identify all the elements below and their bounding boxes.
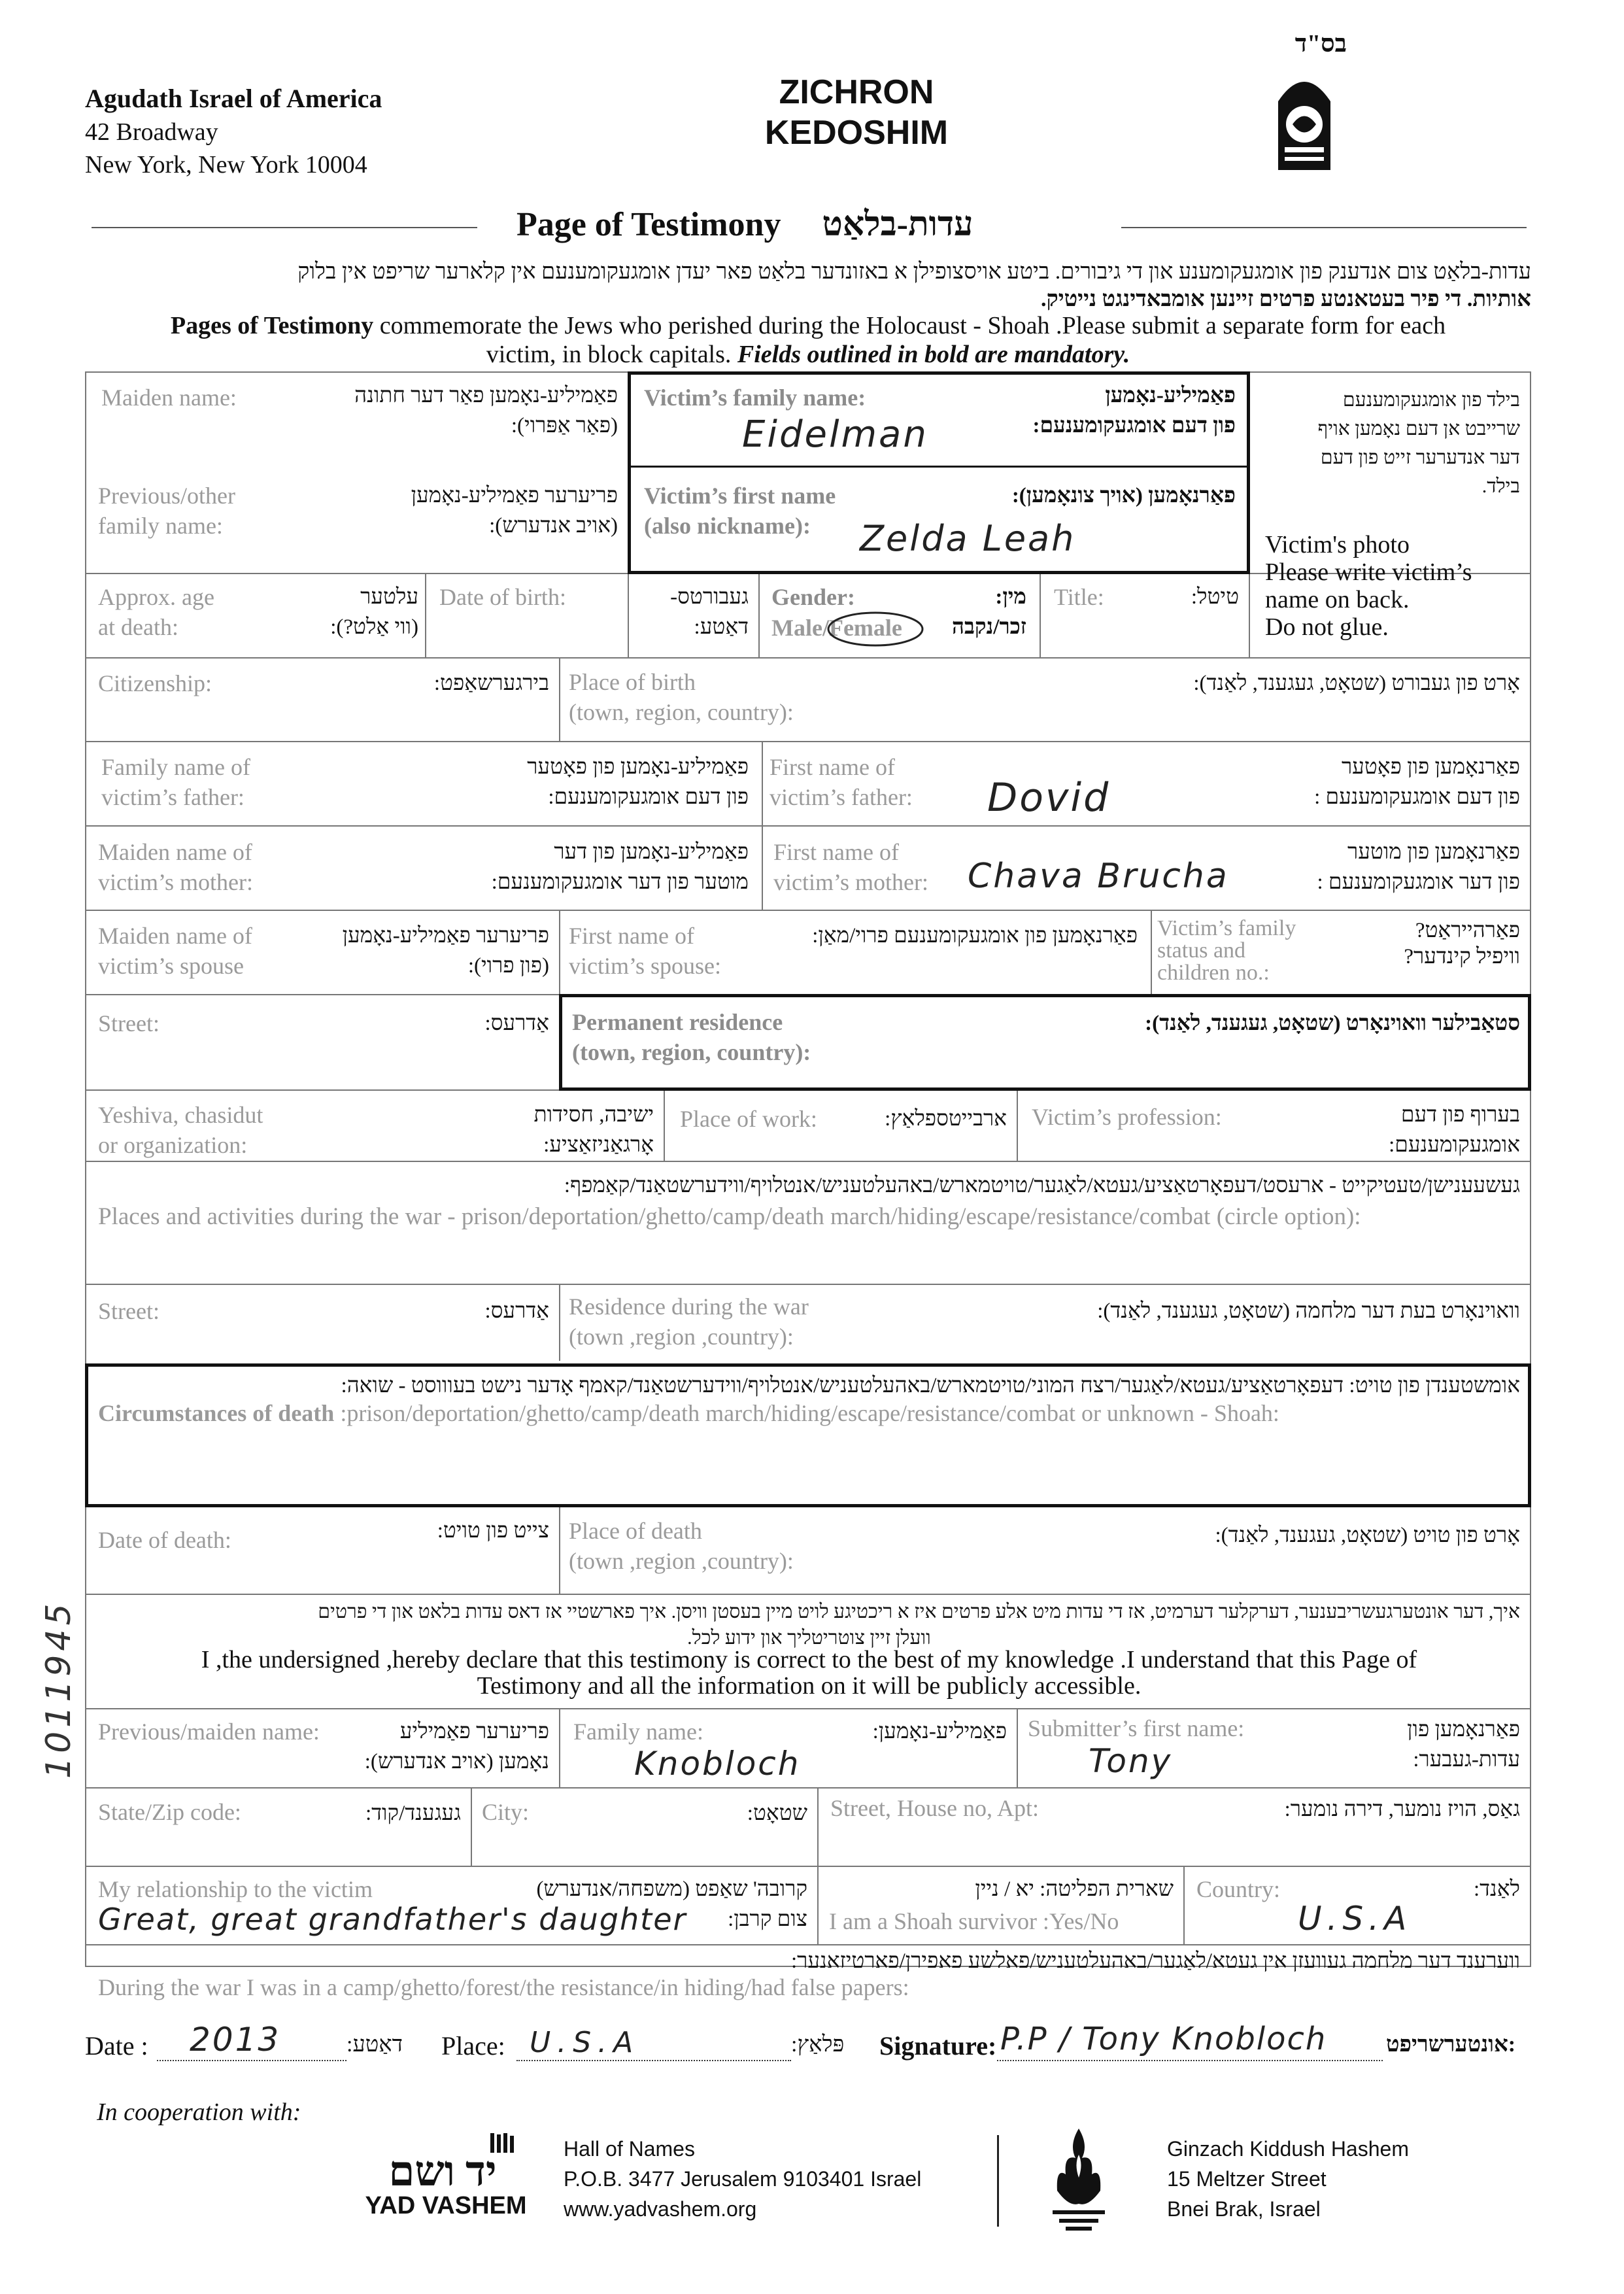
signature-value[interactable]: P.P / Tony Knobloch (1000, 2021, 1327, 2057)
spouse-maiden-name-label (98, 921, 252, 981)
org-name: Agudath Israel of America (85, 84, 382, 113)
cooperation-caption: In cooperation with: (97, 2098, 301, 2126)
col-rule (1017, 1089, 1018, 1161)
gender-label: Gender: (771, 584, 855, 610)
previous-family-name-yiddish (327, 481, 618, 541)
victim-first-name-value[interactable]: Zelda Leah (860, 518, 1076, 559)
row-rule (85, 1708, 1531, 1709)
city-label: City: (482, 1799, 530, 1825)
yad-vashem-line3[interactable]: www.yadvashem.org (564, 2197, 757, 2221)
col-rule (559, 1505, 560, 1594)
relationship-value[interactable]: Great, great grandfather's daughter (98, 1902, 687, 1937)
row-rule (85, 1284, 1531, 1285)
pob-label-line1: Place of birth (569, 669, 696, 695)
yeshiva-yiddish (458, 1100, 654, 1160)
intro-english (85, 311, 1531, 369)
org-address-line2: New York, New York 10004 (85, 151, 367, 179)
ginzach-line3: Bnei Brak, Israel (1167, 2197, 1321, 2221)
death-circumstances-bold: Circumstances of death (98, 1400, 335, 1426)
col-rule (1017, 1708, 1018, 1787)
spouse-maiden-yiddish-line2: (פון פרוי): (467, 954, 549, 978)
place-underline (516, 2060, 791, 2061)
victim-family-yiddish-line2: פון דעם אומגעקומענעם: (1032, 414, 1236, 437)
yeshiva-label-line1: Yeshiva, chasidut (98, 1102, 263, 1128)
age-label-line2: at death: (98, 614, 178, 640)
photo-instructions-english (1265, 531, 1472, 641)
place-of-birth-yiddish: אָרט פון געבורט (שטאָט, געגענד, לאַנד): (1193, 672, 1520, 695)
victim-family-name-yiddish (948, 381, 1236, 441)
yad-vashem-contact (564, 2134, 921, 2224)
victim-first-name-label (644, 481, 836, 541)
col-rule (559, 1708, 560, 1787)
submitter-previous-name-label: Previous/maiden name: (98, 1719, 320, 1745)
age-label-line1: Approx. age (98, 584, 214, 610)
date-of-death-label: Date of death: (98, 1527, 231, 1553)
place-caption: Place: (441, 2031, 505, 2061)
org-address-line1: 42 Broadway (85, 118, 218, 146)
photo-yiddish-line4: בילד. (1481, 475, 1520, 497)
project-title-line2: KEDOSHIM (764, 114, 949, 152)
profession-yiddish-line1: בערוף פון דעם (1400, 1103, 1520, 1127)
col-rule (1040, 573, 1041, 657)
mother-maiden-label-line2: victim’s mother: (98, 869, 253, 895)
submitter-previous-yiddish-line1: פריערער פאַמיליע (399, 1720, 549, 1743)
mandatory-box-divider (628, 466, 1250, 468)
row-rule (85, 1594, 1531, 1595)
war-res-label-line2: (town ,region ,country): (569, 1324, 794, 1350)
declaration-yiddish (98, 1599, 1520, 1651)
form-title-english: Page of Testimony (516, 206, 781, 243)
victim-first-label-line1: Victim’s first name (644, 483, 836, 509)
mother-first-name-label (773, 837, 928, 897)
gender-yiddish-line2: זכר/נקבה (952, 615, 1026, 639)
permanent-residence-yiddish: סטאַבילער וואוינאָרט (שטאָט, געגענד, לאַנד): (1145, 1012, 1520, 1035)
col-rule (817, 1787, 819, 1866)
project-title (686, 72, 1026, 153)
col-rule (817, 1866, 819, 1944)
spouse-first-name-label (569, 921, 721, 981)
previous-family-name-label (98, 481, 235, 541)
photo-english-line4: Do not glue. (1265, 613, 1389, 641)
age-yiddish-line1: עלטער (360, 585, 418, 609)
ginzach-line2: 15 Meltzer Street (1167, 2167, 1327, 2191)
submitter-first-yiddish-line1: פאַרנאָמען פון (1407, 1718, 1520, 1741)
gender-yiddish (915, 582, 1026, 642)
maiden-name-label: Maiden name: (101, 385, 237, 411)
place-value[interactable]: U.S.A (530, 2026, 640, 2059)
date-of-death-yiddish: צייט פון טויט: (437, 1519, 549, 1543)
submitter-family-name-yiddish: פאַמיליע-נאָמען: (872, 1720, 1007, 1743)
father-first-name-value[interactable]: Dovid (987, 775, 1111, 821)
col-rule (471, 1787, 472, 1866)
col-rule (425, 573, 426, 657)
photo-yiddish-line2: שרייבט אן דעם נאָמען אויף (1317, 418, 1520, 439)
col-rule (664, 1089, 665, 1161)
yeshiva-yiddish-line1: ישיבה, חסידות (533, 1103, 654, 1127)
pod-label-line2: (town ,region ,country): (569, 1548, 794, 1574)
father-first-name-label (770, 752, 913, 812)
family-status-yiddish-line1: פאַרהייראַט? (1415, 919, 1520, 942)
form-title (516, 204, 1105, 246)
place-of-death-label (569, 1516, 794, 1576)
victim-family-name-label: Victim’s family name: (644, 385, 866, 411)
col-rule (559, 910, 560, 994)
agudath-seal-icon (1272, 62, 1337, 173)
war-street-yiddish: אַדרעס: (484, 1299, 549, 1323)
previous-family-label-line1: Previous/other (98, 483, 235, 509)
row-rule (85, 1866, 1531, 1867)
mother-maiden-name-label (98, 837, 253, 897)
place-yiddish: :פּלאַץ (791, 2032, 845, 2057)
photo-english-line1: Victim's photo (1265, 531, 1410, 558)
war-experience-yiddish: ווערענד דער מלחמה געוועזן אין געטא/לאַגער/באהעלטעניש/פאלשע פאפירן/פארטיזאנער: (790, 1949, 1520, 1973)
declaration-english-line1: I ,the undersigned ,hereby declare that this testimony is correct to the best of my knowledge .I understand that this Page of (201, 1646, 1417, 1673)
intro-english-rest: commemorate the Jews who perished during the Holocaust - Shoah .Please submit a separate form for each (373, 312, 1446, 339)
war-street-label: Street: (98, 1298, 160, 1324)
city-yiddish: שטאָט: (747, 1802, 807, 1825)
col-rule (1183, 1866, 1185, 1944)
signature-yiddish: אונטערשריפט: (1386, 2032, 1516, 2057)
profession-yiddish-line2: אומגעקומענעם: (1389, 1133, 1520, 1157)
yad-vashem-hebrew: יד ושם (388, 2148, 497, 2195)
mother-first-yiddish-line1: פאַרנאָמען פון מוטער (1347, 840, 1520, 864)
dob-yiddish-line2: דאַטע: (694, 615, 749, 639)
ginzach-flame-logo-icon (1043, 2129, 1115, 2233)
yad-vashem-line2: P.O.B. 3477 Jerusalem 9103401 Israel (564, 2167, 922, 2191)
gender-female-circle (826, 610, 925, 648)
title-yiddish: טיטל: (1191, 585, 1239, 609)
place-of-birth-label (569, 667, 794, 727)
row-rule (85, 825, 1531, 827)
spouse-maiden-name-yiddish (307, 921, 549, 981)
profession-yiddish (1321, 1100, 1520, 1160)
death-circumstances-yiddish: אומשטענדן פון טויט: דעפאָרטאַציע/געטא/לאַגער/רצח המוני/טויטמארש/באהעלטעניש/אנטלויף/ווידערשטאַנד/קאמף אָדער נישט בעוווסט - שואה: (341, 1374, 1520, 1397)
col-rule (762, 741, 763, 910)
family-status-label-line2: status and (1157, 938, 1246, 963)
spouse-maiden-label-line1: Maiden name of (98, 923, 252, 949)
father-family-label-line1: Family name of (101, 754, 250, 780)
family-status-label-line3: children no.: (1157, 961, 1270, 985)
submitter-street-label: Street, House no, Apt: (830, 1795, 1039, 1821)
street-yiddish: אַדרעס: (484, 1012, 549, 1035)
father-first-label-line1: First name of (770, 754, 895, 780)
footer-divider (997, 2135, 999, 2227)
intro-english-mandatory: Fields outlined in bold are mandatory. (737, 341, 1130, 368)
spouse-maiden-label-line2: victim’s spouse (98, 953, 244, 979)
place-of-work-label: Place of work: (680, 1106, 817, 1132)
date-of-birth-label: Date of birth: (439, 584, 566, 610)
intro-english-line2 (85, 340, 1531, 369)
row-rule (85, 741, 1531, 742)
row-rule (85, 1161, 1531, 1162)
victim-first-name-yiddish: פאַרנאָמען (אויך צונאָמען): (1011, 484, 1236, 507)
intro-yiddish-line2: אותיות. די פיר בעטאנטע פרטים זיינען אומבאדינגט נייטיק. (1041, 287, 1531, 311)
father-first-label-line2: victim’s father: (770, 784, 913, 810)
signature-underline (997, 2060, 1383, 2061)
mother-maiden-name-yiddish (418, 837, 749, 897)
relationship-yiddish-line2: צום קרבן: (728, 1908, 807, 1931)
gender-options[interactable]: Male/Female (771, 615, 902, 641)
permanent-residence-label (572, 1007, 811, 1067)
family-status-yiddish (1360, 917, 1520, 970)
age-at-death-label (98, 582, 214, 642)
dob-yiddish-line1: געבורטס- (670, 585, 749, 609)
perm-res-label-line1: Permanent residence (572, 1009, 783, 1035)
photo-english-line3: name on back. (1265, 586, 1410, 613)
signature-caption: Signature: (879, 2031, 997, 2061)
mother-first-name-value[interactable]: Chava Brucha (968, 857, 1229, 896)
mother-maiden-yiddish-line2: מוטער פון דער אומגעקומענעם: (491, 870, 749, 894)
survivor-yiddish: שארית הפליטה: יא / ניין (975, 1877, 1174, 1901)
victim-family-name-value[interactable]: Eidelman (742, 413, 928, 456)
family-status-yiddish-line2: וויפיל קינדער? (1404, 945, 1520, 968)
submitter-street-yiddish: גאַס, הויז נומער, דירה נומער: (1284, 1798, 1520, 1821)
col-rule (758, 573, 760, 657)
war-residence-label (569, 1292, 809, 1352)
submitter-previous-yiddish-line2: נאָמען (אויב אנדערש): (364, 1750, 549, 1773)
submitter-family-name-label: Family name: (573, 1719, 703, 1745)
maiden-name-yiddish-line2: (פאַר אַפּרוי): (511, 414, 618, 437)
father-family-yiddish-line1: פאַמיליע-נאָמען פון פאָטער (527, 755, 749, 779)
col-rule (559, 1284, 560, 1361)
place-of-death-yiddish: אָרט פון טויט (שטאָט, געגענד, לאַנד): (1215, 1524, 1520, 1547)
death-circumstances-label (98, 1398, 1279, 1428)
state-zip-yiddish: געגענד/קוד: (365, 1802, 461, 1825)
org-block (85, 82, 543, 181)
col-rule (1151, 910, 1152, 994)
war-experience-label: During the war I was in a camp/ghetto/forest/the resistance/in hiding/had false papers: (98, 1974, 909, 2000)
yad-vashem-name: YAD VASHEM (365, 2192, 527, 2219)
war-places-yiddish: געשעענישן/טעטיקייט - ארעסט/דעפאָרטאַציע/געטא/לאַגער/טויטמארש/באהעלטעניש/אנטלויף/ווידערשטאַנד/קאַמפף: (564, 1174, 1520, 1197)
date-value[interactable]: 2013 (190, 2021, 281, 2059)
photo-instructions-yiddish (1265, 386, 1520, 501)
date-underline (157, 2060, 347, 2061)
photo-yiddish-line3: דער אנדערער זייט פון דעם (1320, 447, 1520, 468)
relationship-label: My relationship to the victim (98, 1876, 373, 1902)
bsd-mark: בס"ד (1294, 30, 1347, 58)
row-rule (85, 910, 1531, 911)
title-label: Title: (1054, 584, 1104, 610)
submitter-family-name-value[interactable]: Knobloch (634, 1745, 801, 1783)
father-first-yiddish-line1: פאַרנאָמען פון פאָטער (1341, 755, 1520, 779)
submitter-first-name-value[interactable]: Tony (1089, 1742, 1173, 1780)
war-res-label-line1: Residence during the war (569, 1293, 809, 1320)
previous-family-yiddish-line1: פריערער פאַמיליע-נאָמען (411, 484, 618, 507)
citizenship-label: Citizenship: (98, 670, 212, 696)
pob-label-line2: (town, region, country): (569, 699, 794, 725)
victim-first-label-line2: (also nickname): (644, 513, 811, 539)
row-rule (85, 657, 1531, 659)
father-family-name-label (101, 752, 250, 812)
father-family-name-yiddish (458, 752, 749, 812)
relationship-yiddish-line1: קרובה' שאַפט (משפחה/אנדערש) (536, 1877, 807, 1901)
project-title-line1: ZICHRON (779, 73, 934, 111)
intro-yiddish-line1: עדות-בלאַט צום אנדענק פון אומגעקומענע און די גיבורים. ביטע אויסצופילן א באזונדער בלאַט פאר יעדן אומגעקומענעם אין קלארער שריפט אין בלוק (297, 260, 1531, 284)
father-first-yiddish-line2: פון דעם אומגעקומענעם : (1314, 785, 1520, 809)
death-circumstances-field[interactable] (98, 1432, 1517, 1498)
submitter-first-yiddish-line2: עדות-געבער: (1413, 1748, 1520, 1772)
place-of-work-yiddish: ארבייטספלאַץ: (885, 1107, 1007, 1131)
margin-record-number: 1011945 (39, 1600, 78, 1779)
country-label: Country: (1196, 1876, 1281, 1902)
photo-yiddish-line1: בילד פון אומגעקומענעם (1342, 389, 1520, 411)
pod-label-line1: Place of death (569, 1518, 702, 1544)
mother-first-label-line2: victim’s mother: (773, 869, 928, 895)
col-rule (559, 657, 560, 741)
citizenship-yiddish: בירגערשאַפט: (433, 672, 549, 695)
war-residence-yiddish: וואוינאָרט בעת דער מלחמה (שטאָט, געגענד, לאַנד): (1097, 1299, 1520, 1323)
country-value[interactable]: U.S.A (1298, 1900, 1412, 1938)
ginzach-line1: Ginzach Kiddush Hashem (1167, 2137, 1409, 2161)
previous-family-label-line2: family name: (98, 513, 223, 539)
yad-vashem-line1: Hall of Names (564, 2137, 695, 2161)
yeshiva-yiddish-line2: אָרגאַניזאַציע: (543, 1133, 654, 1157)
mother-first-label-line1: First name of (773, 839, 899, 865)
death-circumstances-rest: :prison/deportation/ghetto/camp/death march/hiding/escape/resistance/combat or unknown - Shoah: (334, 1400, 1279, 1426)
state-zip-label: State/Zip code: (98, 1799, 241, 1825)
father-family-yiddish-line2: פון דעם אומגעקומענעם: (548, 785, 749, 809)
spouse-first-label-line2: victim’s spouse: (569, 953, 721, 979)
row-rule (85, 1944, 1531, 1945)
yeshiva-label (98, 1100, 263, 1160)
intro-english-bold: Pages of Testimony (170, 312, 374, 339)
spouse-maiden-yiddish-line1: פריערער פאַמיליע-נאָמען (342, 924, 549, 948)
profession-label: Victim’s profession: (1032, 1104, 1222, 1130)
date-yiddish: :דאַטע (347, 2032, 403, 2057)
form-title-yiddish: עדות-בלאַט (822, 206, 973, 243)
war-places-label: Places and activities during the war - prison/deportation/ghetto/camp/death march/hiding/escape/resistance/combat (circle option): (98, 1203, 1361, 1230)
date-caption: Date : (85, 2031, 148, 2061)
intro-english-line1 (85, 311, 1531, 340)
declaration-english-line2: Testimony and all the information on it will be publicly accessible. (477, 1672, 1142, 1700)
title-rule-left (92, 227, 477, 228)
date-of-birth-yiddish (588, 582, 749, 642)
mother-first-name-yiddish (1229, 837, 1520, 897)
submitter-previous-name-yiddish (327, 1717, 549, 1777)
photo-english-line2: Please write victim’s (1265, 558, 1472, 586)
gender-yiddish-line1: מין: (995, 585, 1026, 609)
title-rule-right (1121, 227, 1527, 228)
declaration-english (98, 1647, 1520, 1699)
victim-family-yiddish-line1: פאַמיליע-נאָמען (1105, 384, 1236, 407)
father-family-label-line2: victim’s father: (101, 784, 245, 810)
maiden-name-yiddish (288, 381, 618, 441)
declaration-yiddish-line2: וועלן זיין צוטריטליך און ידוע לכל. (687, 1627, 931, 1649)
country-yiddish: לאַנד: (1473, 1877, 1520, 1901)
family-status-label-line1: Victim’s family (1157, 916, 1296, 940)
age-yiddish-line2: (ווי אַלט?): (330, 615, 418, 639)
yeshiva-label-line2: or organization: (98, 1132, 248, 1158)
submitter-first-name-yiddish (1360, 1715, 1520, 1775)
spouse-first-label-line1: First name of (569, 923, 694, 949)
mother-maiden-label-line1: Maiden name of (98, 839, 252, 865)
street-label: Street: (98, 1010, 160, 1036)
row-rule (85, 1787, 1531, 1789)
maiden-name-yiddish-line1: פאַמיליע-נאָמען פאַר דער חתונה (354, 384, 618, 407)
survivor-label[interactable]: I am a Shoah survivor :Yes/No (829, 1908, 1119, 1934)
submitter-first-name-label: Submitter’s first name: (1028, 1715, 1245, 1741)
father-first-name-yiddish (1229, 752, 1520, 812)
intro-yiddish (85, 258, 1531, 313)
perm-res-label-line2: (town, region, country): (572, 1039, 811, 1065)
family-status-label (1157, 917, 1296, 984)
mother-first-yiddish-line2: פון דער אומגעקומענעם : (1317, 870, 1520, 894)
declaration-yiddish-line1: איך, דער אונטערגעשריבענער, דערקלער דערמיט, אז די עדות מיט אלע פרטים איז א ריכטיגע לויט מיין בעסטן וויסן. איך פארשטיי אז דאס עדות בלאט און די פרטים (318, 1601, 1520, 1622)
intro-english-line2-text: victim, in block capitals. (486, 341, 737, 368)
spouse-first-name-yiddish: פאַרנאָמען פון אומגעקומענעם פרוי/מאַן: (812, 924, 1138, 948)
ginzach-contact (1167, 2134, 1409, 2224)
previous-family-yiddish-line2: (אויב אנדערש): (489, 514, 618, 538)
mother-maiden-yiddish-line1: פאַמיליע-נאָמען פון דער (554, 840, 749, 864)
age-at-death-yiddish (288, 582, 418, 642)
